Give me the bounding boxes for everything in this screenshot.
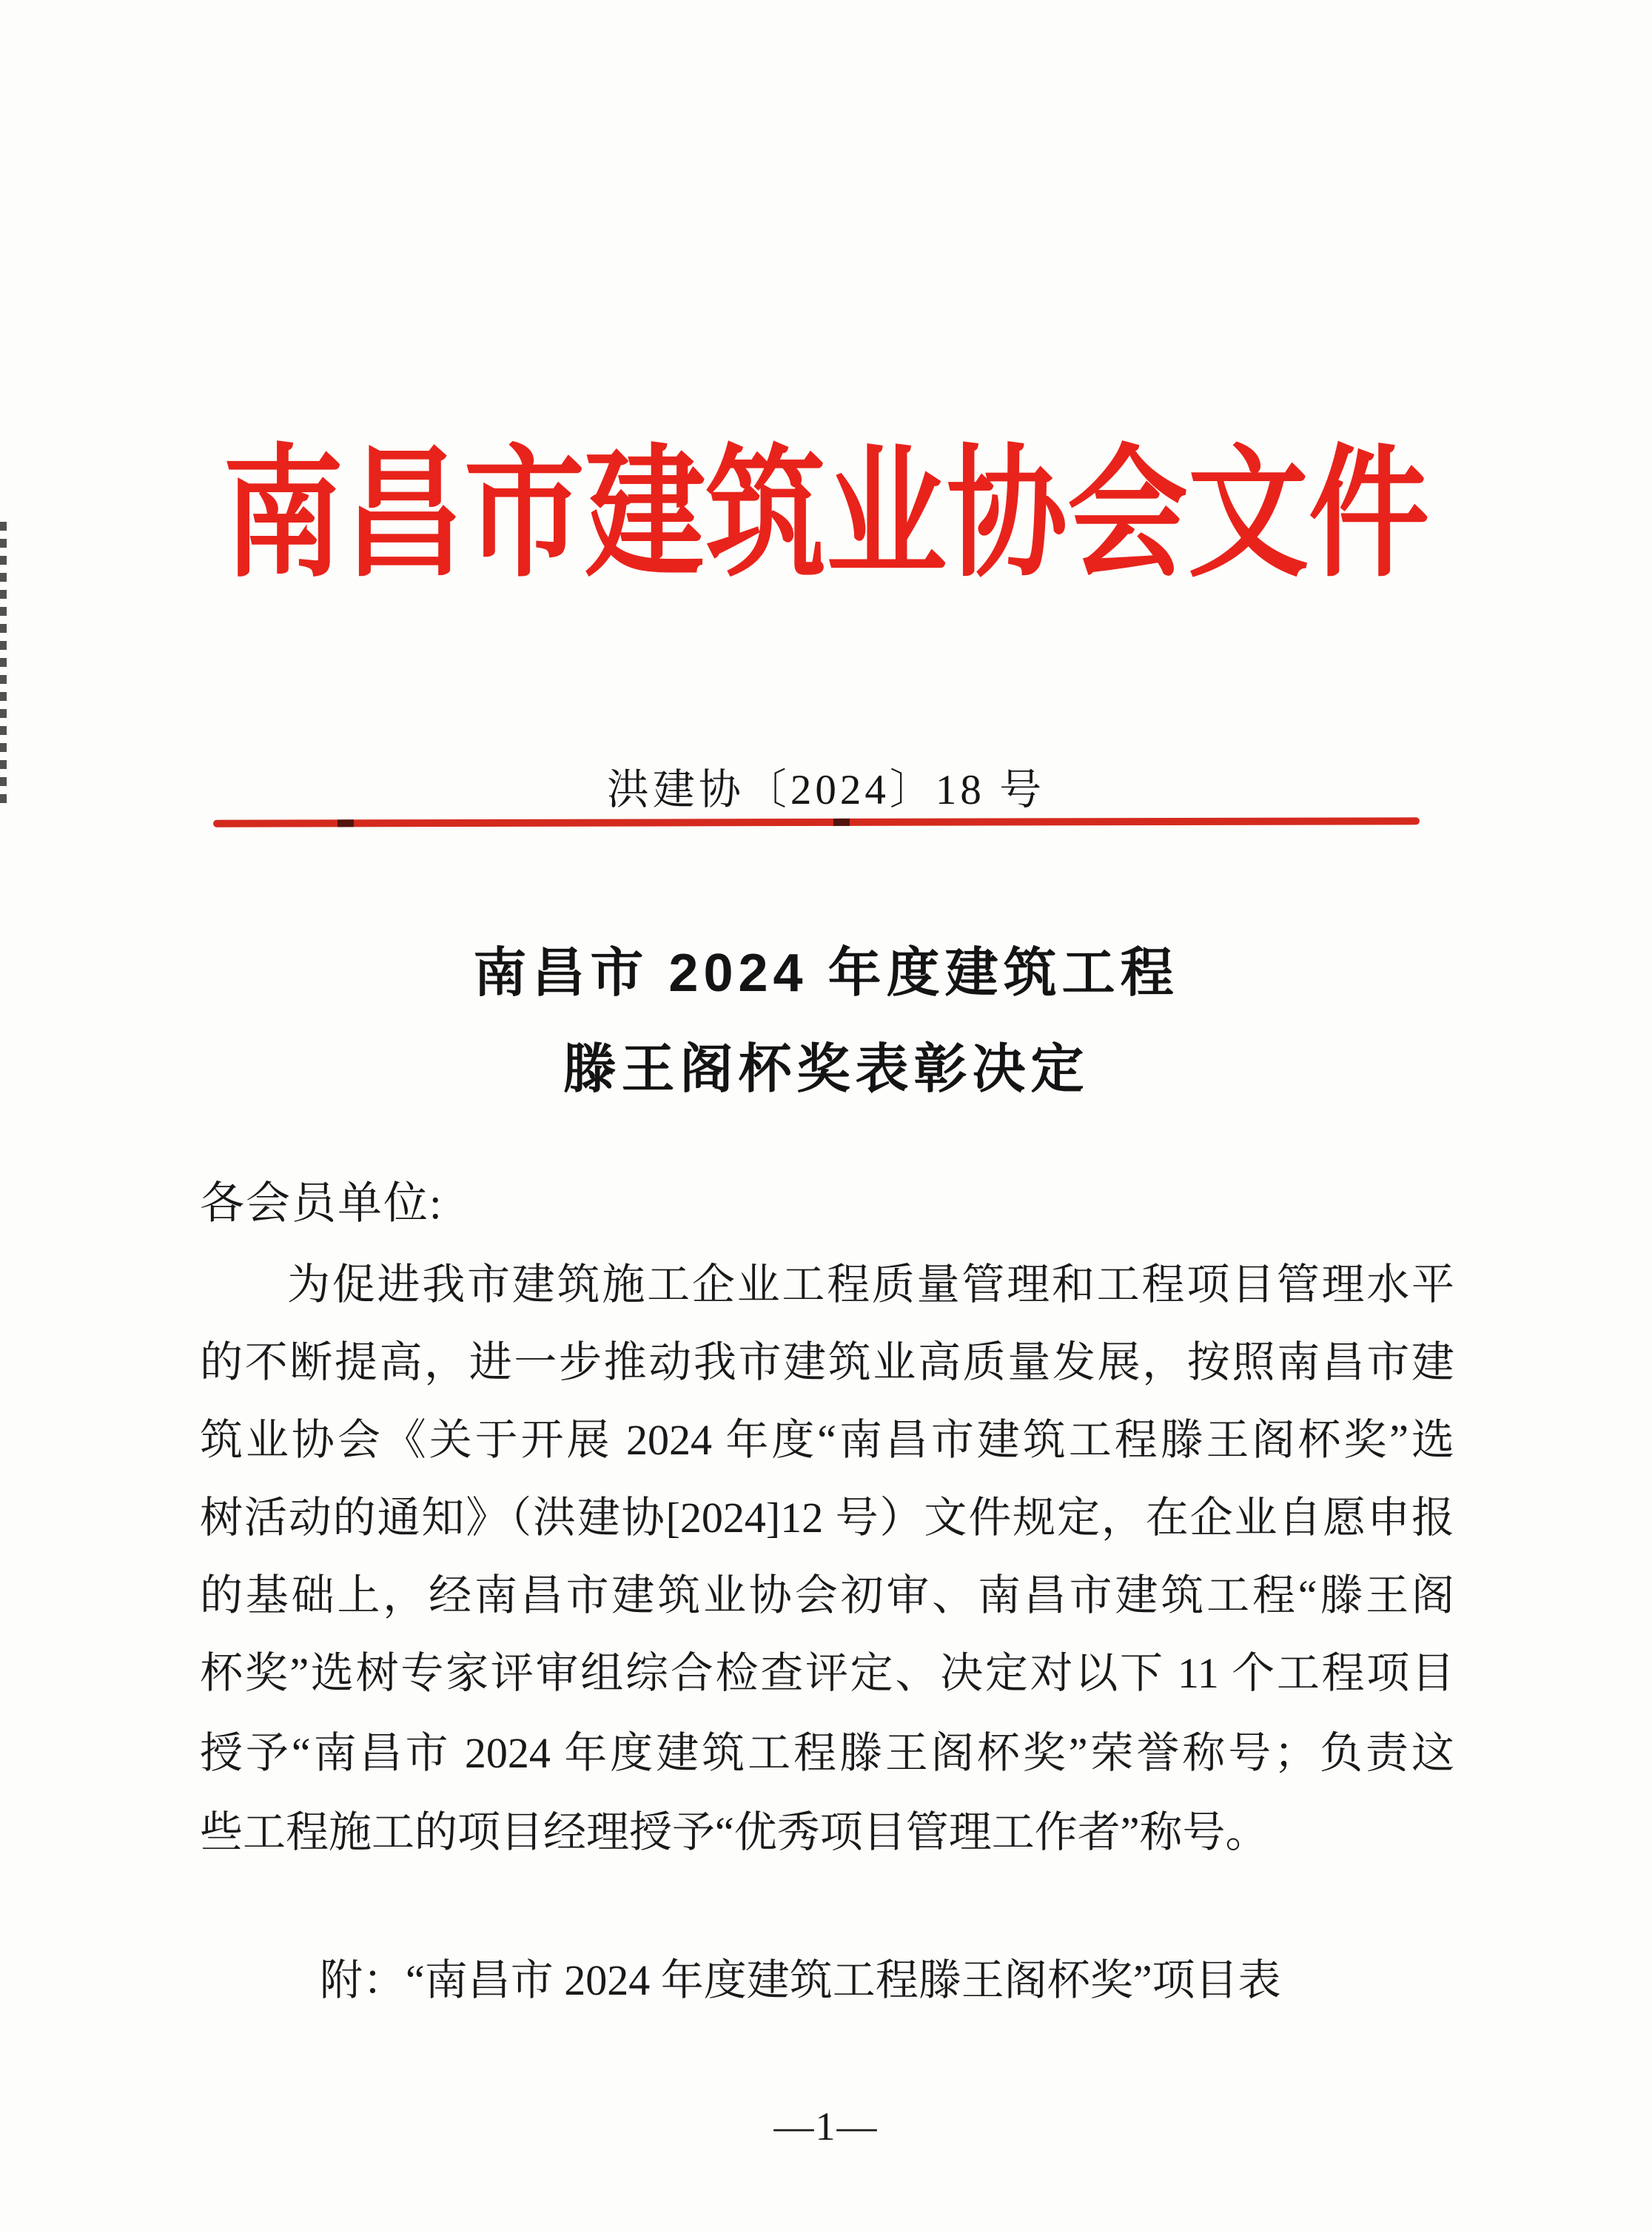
body-text-line: 的不断提高，进一步推动我市建筑业高质量发展，按照南昌市建 bbox=[200, 1338, 1454, 1386]
body-text-line: 些工程施工的项目经理授予“优秀项目管理工作者”称号。 bbox=[200, 1808, 1269, 1856]
body-text-line: 树活动的通知》（洪建协[2024]12 号）文件规定，在企业自愿申报 bbox=[200, 1494, 1454, 1542]
decision-title-line-2: 滕王阁杯奖表彰决定 bbox=[563, 1040, 1089, 1099]
red-divider-line bbox=[213, 817, 1420, 827]
salutation: 各会员单位: bbox=[200, 1179, 443, 1228]
body-text-line: 的基础上，经南昌市建筑业协会初审、南昌市建筑工程“滕王阁 bbox=[200, 1571, 1454, 1619]
body-text-line: 授予“南昌市 2024 年度建筑工程滕王阁杯奖”荣誉称号；负责这 bbox=[200, 1729, 1454, 1777]
decision-title-line-1: 南昌市 2024 年度建筑工程 bbox=[473, 944, 1179, 1003]
body-text-line: 筑业协会《关于开展 2024 年度“南昌市建筑工程滕王阁杯奖”选 bbox=[200, 1416, 1454, 1464]
decision-title bbox=[0, 925, 1652, 1118]
attachment-note: 附：“南昌市 2024 年度建筑工程滕王阁杯奖”项目表 bbox=[320, 1956, 1281, 2004]
letterhead-org-title: 南昌市建筑业协会文件 bbox=[222, 437, 1429, 594]
doc-reference-number: 洪建协〔2024〕18 号 bbox=[606, 767, 1046, 813]
body-text-line: 为促进我市建筑施工企业工程质量管理和工程项目管理水平 bbox=[287, 1260, 1454, 1309]
page-number: —1— bbox=[773, 2104, 879, 2149]
body-text-line: 杯奖”选树专家评审组综合检查评定、决定对以下 11 个工程项目 bbox=[200, 1649, 1454, 1697]
